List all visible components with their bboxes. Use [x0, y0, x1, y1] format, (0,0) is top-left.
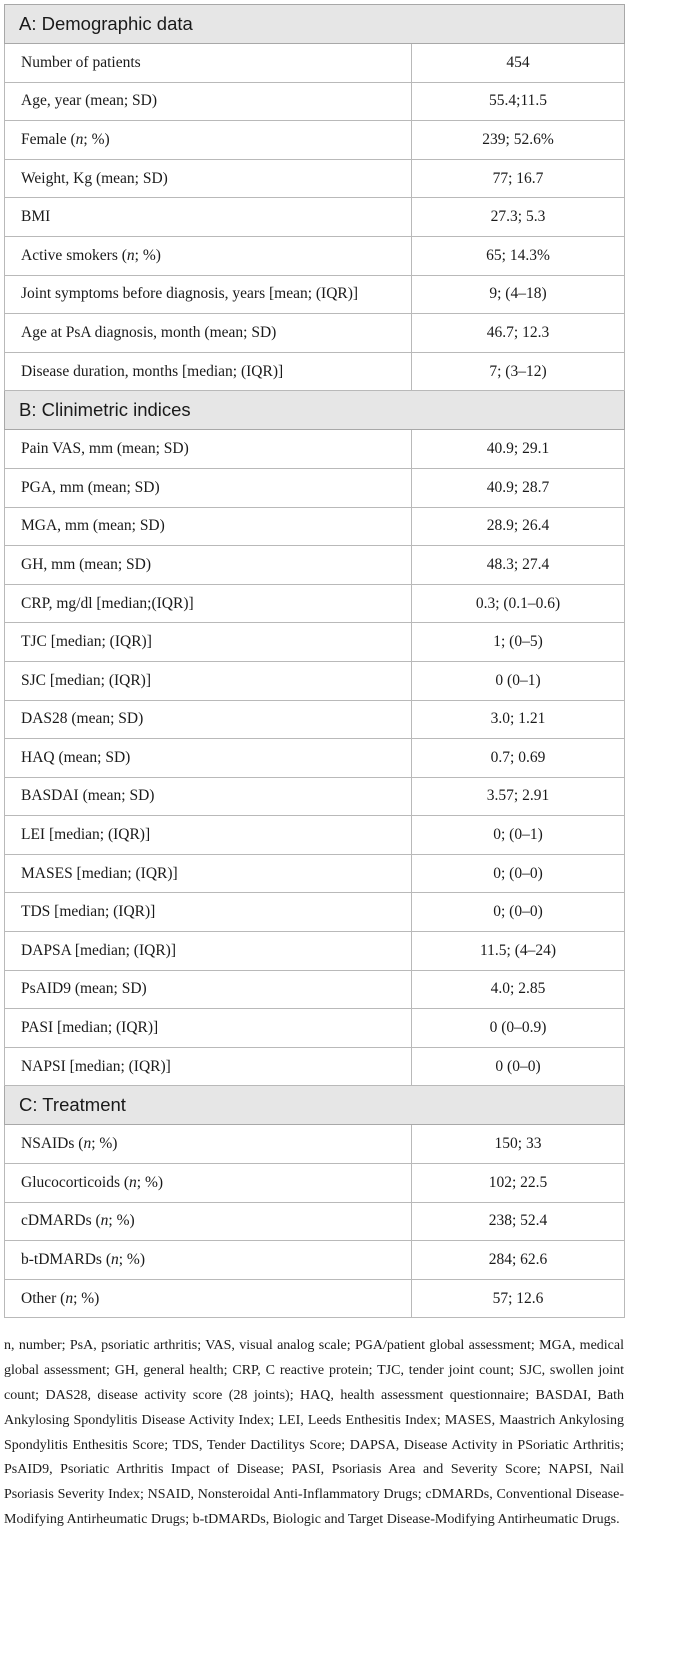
- row-label-italic: n: [126, 246, 135, 264]
- row-label-text: HAQ (mean; SD): [21, 748, 131, 766]
- table-row: [5, 1047, 625, 1086]
- table-row: [5, 777, 625, 816]
- table-row: [5, 1279, 625, 1318]
- row-label: [5, 661, 412, 700]
- patient-characteristics-table: [4, 4, 625, 1318]
- row-label: [5, 623, 412, 662]
- row-label-suffix: ; %): [91, 1135, 118, 1153]
- row-label: [5, 507, 412, 546]
- row-label-italic: n: [65, 1289, 74, 1307]
- row-label-text: BASDAI (mean; SD): [21, 787, 155, 805]
- row-value: 0 (0–0.9): [412, 1009, 625, 1048]
- row-label-italic: n: [111, 1251, 119, 1269]
- row-label-italic: n: [75, 130, 84, 148]
- row-label-text: DAS28 (mean; SD): [21, 710, 144, 728]
- row-label: [5, 159, 412, 198]
- row-label: [5, 352, 412, 391]
- row-value: 77; 16.7: [412, 159, 625, 198]
- row-value: 40.9; 29.1: [412, 430, 625, 469]
- section-header-row: [5, 1086, 625, 1125]
- table-row: [5, 661, 625, 700]
- row-value: 0; (0–1): [412, 816, 625, 855]
- row-value: 150; 33: [412, 1125, 625, 1164]
- row-value: 239; 52.6%: [412, 121, 625, 160]
- row-label-text: Active smokers (: [21, 246, 127, 264]
- row-label: [5, 275, 412, 314]
- row-label-text: NSAIDs (: [21, 1135, 84, 1153]
- row-label-text: GH, mm (mean; SD): [21, 555, 152, 573]
- row-label: [5, 1279, 412, 1318]
- row-value: 0 (0–1): [412, 661, 625, 700]
- row-label: [5, 82, 412, 121]
- row-label-text: Weight, Kg (mean; SD): [21, 169, 168, 187]
- row-label-italic: n: [100, 1212, 109, 1230]
- row-label-suffix: ; %): [73, 1289, 100, 1307]
- table-row: [5, 430, 625, 469]
- row-label-suffix: ; %): [83, 130, 110, 148]
- row-label-suffix: ; %): [136, 1173, 164, 1191]
- row-label-text: PGA, mm (mean; SD): [21, 478, 160, 496]
- row-label-text: Age, year (mean; SD): [21, 92, 158, 110]
- table-row: [5, 1241, 625, 1280]
- row-label-text: TJC [median; (IQR)]: [21, 633, 152, 651]
- row-label: [5, 430, 412, 469]
- row-label: [5, 854, 412, 893]
- row-label: [5, 1009, 412, 1048]
- table-row: [5, 314, 625, 353]
- row-label-text: b-tDMARDs (: [21, 1251, 111, 1269]
- table-row: [5, 468, 625, 507]
- row-value: 284; 62.6: [412, 1241, 625, 1280]
- row-label-text: Joint symptoms before diagnosis, years [mean; (IQR)]: [21, 285, 359, 303]
- table-row: [5, 159, 625, 198]
- row-value: 454: [412, 44, 625, 83]
- table-row: [5, 507, 625, 546]
- table-row: [5, 121, 625, 160]
- section-title: A: Demographic data: [5, 5, 625, 44]
- table-row: [5, 198, 625, 237]
- row-label: [5, 468, 412, 507]
- table-row: [5, 932, 625, 971]
- table-row: [5, 1164, 625, 1203]
- row-value: 9; (4–18): [412, 275, 625, 314]
- row-label-text: Pain VAS, mm (mean; SD): [21, 440, 189, 458]
- row-value: 238; 52.4: [412, 1202, 625, 1241]
- table-row: [5, 275, 625, 314]
- table-row: [5, 236, 625, 275]
- row-label-text: NAPSI [median; (IQR)]: [21, 1057, 171, 1075]
- row-label-text: PsAID9 (mean; SD): [21, 980, 147, 998]
- row-label: [5, 121, 412, 160]
- row-label-text: cDMARDs (: [21, 1212, 101, 1230]
- row-label-text: Female (: [21, 130, 76, 148]
- row-label-text: Disease duration, months [median; (IQR)]: [21, 362, 284, 380]
- row-label: [5, 1241, 412, 1280]
- row-label-suffix: ; %): [134, 246, 161, 264]
- section-header-row: [5, 391, 625, 430]
- table-row: [5, 1009, 625, 1048]
- row-label-text: CRP, mg/dl [median;(IQR)]: [21, 594, 194, 612]
- row-label-text: TDS [median; (IQR)]: [21, 903, 156, 921]
- row-label: [5, 546, 412, 585]
- row-label: [5, 700, 412, 739]
- section-title: B: Clinimetric indices: [5, 391, 625, 430]
- row-label-italic: n: [129, 1173, 137, 1191]
- table-row: [5, 1202, 625, 1241]
- table-row: [5, 584, 625, 623]
- row-label: [5, 739, 412, 778]
- row-value: 11.5; (4–24): [412, 932, 625, 971]
- row-label-text: MASES [median; (IQR)]: [21, 864, 178, 882]
- table-row: [5, 739, 625, 778]
- row-label-text: BMI: [21, 208, 51, 226]
- row-label-text: SJC [median; (IQR)]: [21, 671, 152, 689]
- row-label-text: Glucocorticoids (: [21, 1173, 130, 1191]
- section-header-row: [5, 5, 625, 44]
- table-row: [5, 546, 625, 585]
- table-row: [5, 623, 625, 662]
- row-value: 55.4;11.5: [412, 82, 625, 121]
- row-label: [5, 816, 412, 855]
- table-row: [5, 893, 625, 932]
- row-label-text: PASI [median; (IQR)]: [21, 1019, 159, 1037]
- row-label: [5, 584, 412, 623]
- section-title: C: Treatment: [5, 1086, 625, 1125]
- row-value: 48.3; 27.4: [412, 546, 625, 585]
- row-label: [5, 1125, 412, 1164]
- table-row: [5, 352, 625, 391]
- row-label: [5, 236, 412, 275]
- row-value: 0.3; (0.1–0.6): [412, 584, 625, 623]
- row-value: 3.57; 2.91: [412, 777, 625, 816]
- row-label: [5, 314, 412, 353]
- row-value: 4.0; 2.85: [412, 970, 625, 1009]
- row-value: 1; (0–5): [412, 623, 625, 662]
- row-label: [5, 1047, 412, 1086]
- row-value: 28.9; 26.4: [412, 507, 625, 546]
- table-row: [5, 82, 625, 121]
- row-label-text: MGA, mm (mean; SD): [21, 517, 165, 535]
- table-row: [5, 700, 625, 739]
- row-value: 57; 12.6: [412, 1279, 625, 1318]
- row-label: [5, 198, 412, 237]
- row-value: 40.9; 28.7: [412, 468, 625, 507]
- table-row: [5, 1125, 625, 1164]
- row-value: 102; 22.5: [412, 1164, 625, 1203]
- row-value: 0; (0–0): [412, 854, 625, 893]
- table-footnote: n, number; PsA, psoriatic arthritis; VAS, visual analog scale; PGA/patient global assessment; MGA, medical global assessment; GH, general health; CRP, C reactive protein; TJC, tender joint count; SJC, swollen joint count; DAS28, disease activity score (28 joints); HAQ, health assessment questionnaire; BASDAI, Bath Ankylosing Spondylitis Disease Activity Index; LEI, Leeds Enthesitis Index; MASES, Maastrich Ankylosing Spondylitis Enthesitis Score; TDS, Tender Dactilitys Score; DAPSA, Disease Activity in PSoriatic Arthritis; PsAID9, Psoriatic Arthritis Impact of Disease; PASI, Psoriasis Area and Severity Score; NAPSI, Nail Psoriasis Severity Index; NSAID, Nonsteroidal Anti-Inflammatory Drugs; cDMARDs, Conventional Disease-Modifying Antirheumatic Drugs; b-tDMARDs, Biologic and Target Disease-Modifying Antirheumatic Drugs.: [4, 1338, 624, 1527]
- row-value: 0.7; 0.69: [412, 739, 625, 778]
- row-value: 3.0; 1.21: [412, 700, 625, 739]
- row-value: 46.7; 12.3: [412, 314, 625, 353]
- table-row: [5, 970, 625, 1009]
- row-label-text: LEI [median; (IQR)]: [21, 826, 151, 844]
- row-label-suffix: ; %): [118, 1251, 146, 1269]
- row-label: [5, 1202, 412, 1241]
- row-value: 27.3; 5.3: [412, 198, 625, 237]
- row-label-italic: n: [83, 1135, 92, 1153]
- row-label: [5, 970, 412, 1009]
- table-row: [5, 816, 625, 855]
- document-page: [4, 4, 624, 1533]
- row-label: [5, 44, 412, 83]
- row-label-text: Other (: [21, 1289, 66, 1307]
- row-label-text: DAPSA [median; (IQR)]: [21, 941, 176, 959]
- row-label-suffix: ; %): [108, 1212, 135, 1230]
- row-label: [5, 932, 412, 971]
- row-label: [5, 1164, 412, 1203]
- table-row: [5, 854, 625, 893]
- row-value: 65; 14.3%: [412, 236, 625, 275]
- row-value: 0 (0–0): [412, 1047, 625, 1086]
- row-label: [5, 893, 412, 932]
- row-value: 7; (3–12): [412, 352, 625, 391]
- table-row: [5, 44, 625, 83]
- row-label-text: Age at PsA diagnosis, month (mean; SD): [21, 323, 277, 341]
- row-label-text: Number of patients: [21, 53, 141, 71]
- row-label: [5, 777, 412, 816]
- row-value: 0; (0–0): [412, 893, 625, 932]
- table-body: [5, 5, 625, 1318]
